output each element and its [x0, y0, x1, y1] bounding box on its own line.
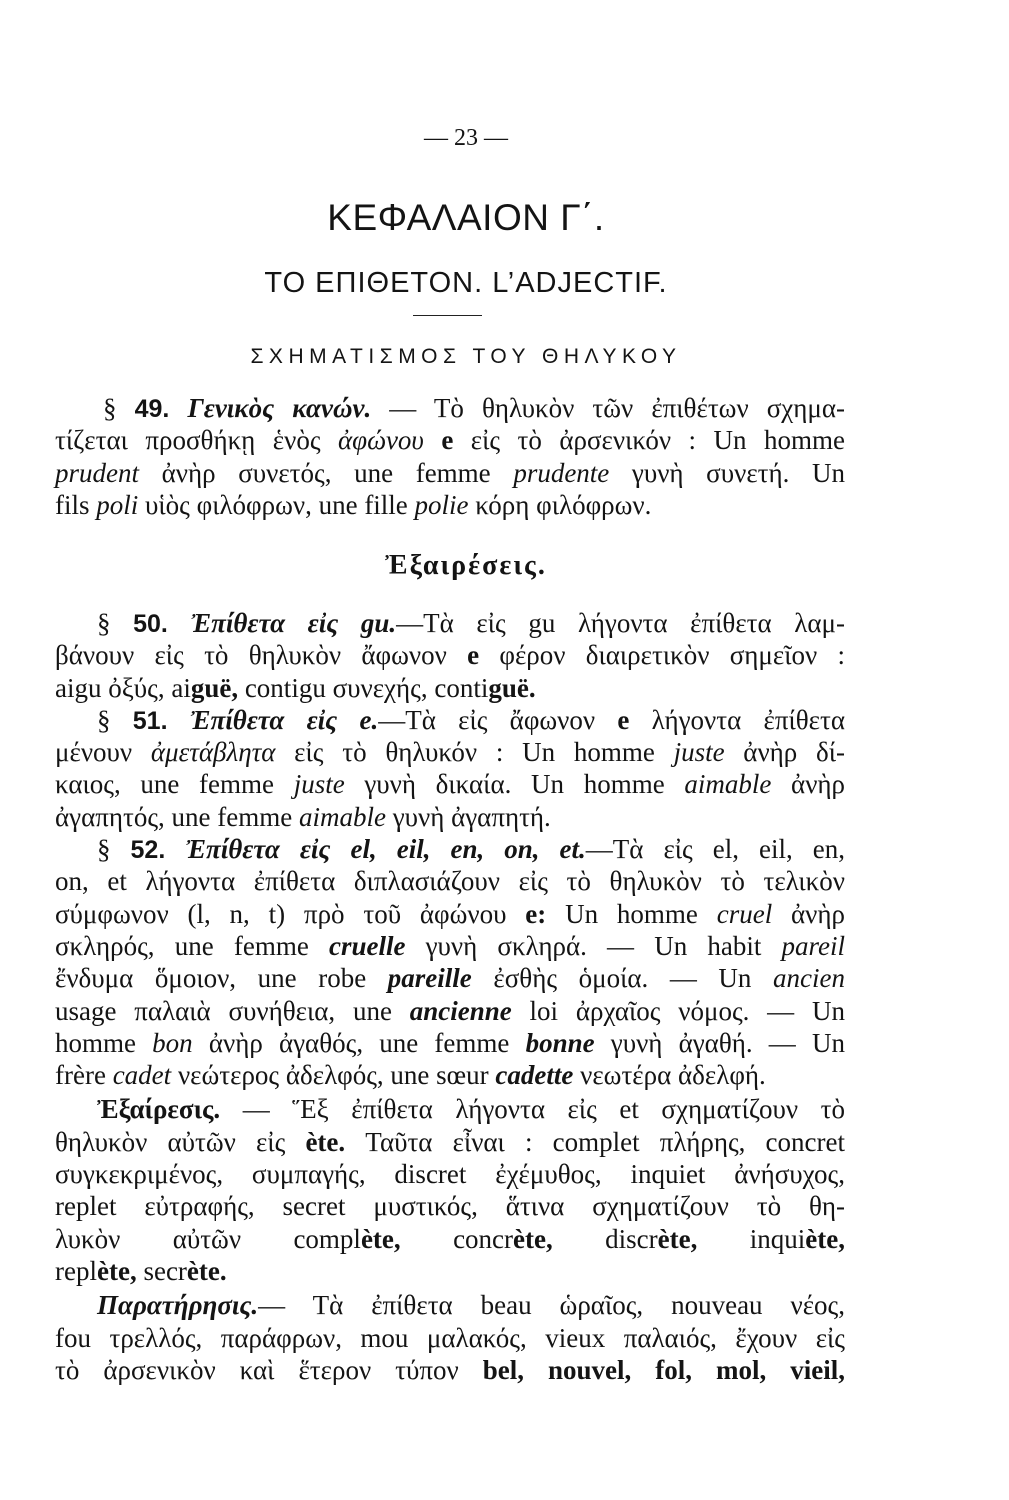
text-line	[55, 1158, 845, 1190]
text-run: on, et λήγοντα ἐπίθετα διπλασιάζουν εἰς τὸ θηλυκὸν τὸ τελικὸν	[55, 866, 845, 897]
italic-text: juste	[293, 769, 345, 800]
text-run: γυνὴ δικαία. Un homme	[344, 769, 685, 800]
text-run: homme	[55, 1027, 153, 1058]
section-number: 50.	[133, 610, 168, 638]
text-line	[55, 1255, 845, 1287]
text-run: ἀνὴρ ἀγαθός, une femme	[192, 1027, 526, 1058]
text-run: ἔνδυμα ὅμοιον, une robe	[55, 963, 388, 994]
bold-italic-text: cadette	[495, 1060, 574, 1091]
text-run: γυνὴ ἀγαπητή.	[385, 801, 551, 832]
bold-text: ète,	[360, 1223, 401, 1254]
text-run: καιος, une femme	[55, 769, 294, 800]
text-run: —Τὰ εἰς el, eil, en,	[585, 834, 846, 865]
bold-text: e	[441, 425, 454, 456]
text-run: νεωτέρα ἀδελφή.	[573, 1060, 766, 1091]
text-run: νεώτερος ἀδελφός, une sœur	[171, 1060, 496, 1091]
italic-text: pareil	[781, 930, 845, 961]
text-run: concr	[400, 1223, 514, 1254]
italic-text: cadet	[112, 1060, 172, 1091]
text-run: λήγοντα ἐπίθετα	[629, 704, 846, 735]
bold-text: ète,	[657, 1223, 698, 1254]
text-line	[55, 898, 845, 930]
text-line	[55, 672, 845, 704]
text-run: σύμφωνον (l, n, t) πρὸ τοῦ ἀφώνου	[55, 898, 526, 929]
text-run: — Ἕξ ἐπίθετα λήγοντα εἰς et σχηματίζουν τὸ	[220, 1094, 845, 1125]
paragraph	[55, 607, 845, 704]
bold-italic-text: Ἐπίθετα εἰς el, eil, en, on, et.	[165, 834, 586, 865]
exceptions-heading: Ἐξαιρέσεις.	[385, 550, 547, 581]
text-run: fou τρελλός, παράφρων, mou μαλακός, vieux παλαιός, ἔχουν εἰς	[55, 1322, 845, 1353]
bold-text: ète.	[186, 1255, 227, 1286]
text-run: §	[103, 393, 135, 423]
text-line	[55, 1126, 845, 1158]
text-run: ἀνὴρ	[772, 898, 845, 929]
text-run: §	[97, 704, 133, 735]
text-line	[55, 639, 845, 671]
text-line	[55, 1289, 845, 1321]
text-line	[55, 865, 845, 897]
italic-text: juste	[673, 737, 725, 768]
page-number: — 23 —	[424, 125, 508, 151]
bold-text: e	[467, 640, 480, 671]
bold-text: guë.	[488, 672, 536, 703]
italic-text: ancien	[773, 963, 845, 994]
paragraph	[55, 833, 845, 1091]
text-run: — Τὸ θηλυκὸν τῶν ἐπιθέτων σχημα-	[371, 393, 846, 423]
section-number: 51.	[132, 706, 168, 735]
text-run: μένουν	[55, 737, 151, 768]
bold-italic-text: Ἐπίθετα εἰς gu.	[167, 608, 397, 638]
italic-text: prudent	[55, 457, 139, 488]
italic-text: ἀμετάβλητα	[150, 737, 276, 768]
text-line	[55, 1354, 845, 1386]
text-line	[55, 1059, 845, 1091]
text-line	[55, 607, 845, 639]
bold-italic-text: ancienne	[409, 995, 512, 1026]
text-run: τίζεται προσθήκῃ ἑνὸς	[55, 425, 338, 456]
bold-italic-text: bonne	[525, 1027, 595, 1058]
chapter-subtitle: ΤΟ ΕΠΙΘΕΤΟΝ. L’ADJECTIF.	[264, 267, 668, 299]
text-line	[55, 1027, 845, 1059]
text-run: discr	[552, 1223, 658, 1254]
text-run: γυνὴ σκληρά. — Un habit	[405, 930, 782, 961]
text-run: contigu συνεχής, conti	[238, 672, 489, 703]
paragraph	[55, 392, 845, 521]
text-run: γυνὴ συνετή. Un	[609, 457, 845, 488]
general-rule-text	[55, 392, 845, 521]
bold-italic-text: Ἐπίθετα εἰς e.	[167, 704, 379, 735]
italic-text: bon	[152, 1027, 193, 1058]
text-run: ἀνὴρ δί-	[724, 737, 845, 768]
text-run: §	[97, 834, 131, 865]
bold-italic-text: Παρατήρησις.	[97, 1290, 259, 1321]
text-run: replet εὐτραφής, secret μυστικός, ἅτινα σχηματίζουν τὸ θη-	[55, 1191, 845, 1222]
italic-text: prudente	[513, 457, 610, 488]
text-line	[55, 768, 845, 800]
text-line	[55, 1322, 845, 1354]
bold-text: Ἐξαίρεσις.	[97, 1094, 221, 1125]
text-run: ἀγαπητός, une femme	[55, 801, 299, 832]
section-number: 52.	[130, 836, 166, 865]
text-run: usage παλαιὰ συνήθεια, une	[55, 995, 410, 1026]
text-run: inqui	[697, 1223, 806, 1254]
bold-text: ète,	[805, 1223, 845, 1254]
italic-text: aimable	[298, 801, 386, 832]
title-rule	[413, 315, 482, 316]
text-line	[55, 489, 845, 521]
text-run: —Τὰ εἰς ἄφωνον	[378, 704, 618, 735]
text-line	[55, 1093, 845, 1125]
text-run: — Τὰ ἐπίθετα beau ὡραῖος, nouveau νέος,	[258, 1290, 845, 1321]
text-run: εἰς τὸ θηλυκόν : Un homme	[275, 737, 674, 768]
text-run: κόρη φιλόφρων.	[468, 489, 652, 520]
text-run: §	[97, 608, 134, 638]
text-run: fils	[55, 489, 97, 520]
exceptions-text	[55, 607, 845, 1386]
text-line	[55, 1223, 845, 1255]
chapter-title: ΚΕΦΑΛΑΙΟΝ Γ΄.	[327, 197, 605, 238]
text-run: θηλυκὸν αὐτῶν εἰς	[55, 1126, 306, 1157]
italic-text: ἀφώνου	[338, 425, 442, 456]
bold-italic-text: pareille	[387, 963, 472, 994]
text-run: σκληρός, une femme	[55, 930, 329, 961]
text-line	[55, 736, 845, 768]
section-number: 49.	[134, 395, 170, 423]
bold-text: e:	[525, 898, 547, 929]
bold-text: ète,	[513, 1223, 553, 1254]
bold-text: ète.	[305, 1126, 346, 1157]
paragraph	[55, 704, 845, 833]
bold-italic-text: cruelle	[328, 930, 406, 961]
text-line	[55, 704, 845, 736]
text-run: βάνουν εἰς τὸ θηλυκὸν ἄφωνον	[55, 640, 468, 671]
text-run: ἐσθὴς ὁμοία. — Un	[471, 963, 774, 994]
text-line	[55, 962, 845, 994]
text-run: εἰς τὸ ἀρσενικόν : Un homme	[453, 425, 845, 456]
text-run: aigu ὀξύς, ai	[55, 672, 191, 703]
text-run: φέρον διαιρετικὸν σημεῖον :	[479, 640, 845, 671]
italic-text: cruel	[716, 898, 773, 929]
text-run: Ταῦτα εἶναι : complet πλήρης, concret	[345, 1126, 845, 1157]
bold-italic-text: Γενικὸς κανών.	[169, 393, 372, 423]
bold-text: bel, nouvel, fol, mol, vieil,	[482, 1354, 845, 1385]
text-line	[55, 930, 845, 962]
bold-text: guë,	[190, 672, 239, 703]
paragraph	[55, 1093, 845, 1287]
text-line	[55, 801, 845, 833]
text-line	[55, 1190, 845, 1222]
italic-text: aimable	[684, 769, 772, 800]
text-run: τὸ ἀρσενικὸν καὶ ἕτερον τύπον	[55, 1354, 483, 1385]
text-line	[55, 424, 845, 456]
text-line	[55, 833, 845, 865]
text-run: ἀνὴρ	[771, 769, 845, 800]
text-run: loi ἀρχαῖος νόμος. — Un	[511, 995, 845, 1026]
text-line	[55, 457, 845, 489]
text-run: secr	[136, 1255, 187, 1286]
text-line	[55, 392, 845, 424]
section-heading: ΣΧΗΜΑΤΙΣΜΟΣ ΤΟΥ ΘΗΛΥΚΟΥ	[250, 345, 682, 368]
text-run: λυκὸν αὐτῶν compl	[55, 1223, 361, 1254]
text-run: συγκεκριμένος, συμπαγής, discret ἐχέμυθος, inquiet ἀνήσυχος,	[55, 1159, 845, 1190]
bold-text: ète,	[96, 1255, 137, 1286]
text-run: frère	[55, 1060, 113, 1091]
text-line	[55, 995, 845, 1027]
bold-text: e	[617, 704, 630, 735]
text-run: Un homme	[546, 898, 717, 929]
text-run: γυνὴ ἀγαθή. — Un	[594, 1027, 845, 1058]
text-run: —Τὰ εἰς gu λήγοντα ἐπίθετα λαμ-	[396, 608, 846, 638]
italic-text: polie	[414, 489, 469, 520]
paragraph	[55, 1289, 845, 1386]
italic-text: poli	[96, 489, 139, 520]
text-run: υἱὸς φιλόφρων, une fille	[138, 489, 415, 520]
text-run: repl	[55, 1255, 97, 1286]
text-run: ἀνὴρ συνετός, une femme	[139, 457, 514, 488]
